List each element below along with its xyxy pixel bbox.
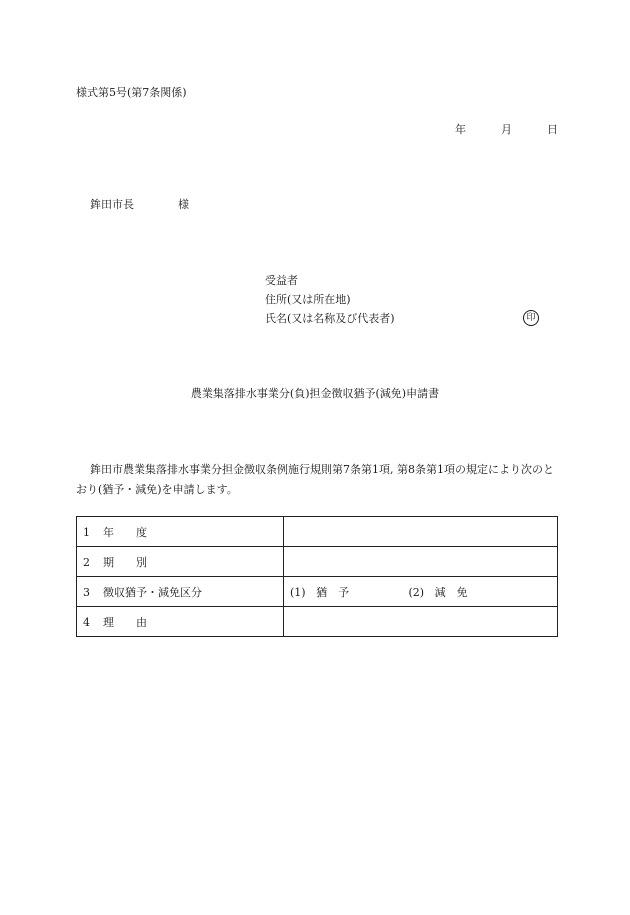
date-line	[455, 123, 558, 136]
document-title: 農業集落排水事業分(負)担金徴収猶予(減免)申請書	[190, 387, 440, 400]
date-month: 月	[501, 123, 512, 136]
addressee	[90, 198, 189, 211]
option-number: (1)	[290, 585, 306, 599]
option-deferral[interactable]	[290, 584, 405, 600]
reason-value-cell[interactable]	[284, 607, 558, 637]
row-label-cell	[77, 607, 284, 637]
option-label: 減 免	[434, 585, 468, 599]
body-paragraph: 鉾田市農業集落排水事業分担金徴収条例施行規則第7条第1項, 第8条第1項の規定により次のとおり(猶予・減免)を申請します。	[76, 463, 554, 496]
table-row	[77, 517, 558, 547]
row-label-cell	[77, 577, 284, 607]
row-number: 1	[83, 525, 90, 539]
row-label: 徴収猶予・減免区分	[103, 585, 202, 599]
addressee-honorific: 様	[178, 198, 189, 211]
row-number: 2	[83, 555, 90, 569]
category-options-cell	[284, 577, 558, 607]
option-reduction[interactable]	[409, 584, 468, 600]
applicant-name-label: 氏名(又は名称及び代表者)	[265, 312, 395, 325]
form-number: 様式第5号(第7条関係)	[76, 86, 187, 99]
row-number: 4	[83, 615, 90, 629]
applicant-block	[265, 274, 395, 331]
applicant-heading: 受益者	[265, 274, 298, 287]
row-label-cell	[77, 547, 284, 577]
year-value-cell[interactable]	[284, 517, 558, 547]
applicant-address-label: 住所(又は所在地)	[265, 293, 351, 306]
seal-mark: 印	[523, 310, 539, 326]
option-label: 猶 予	[316, 585, 350, 599]
period-value-cell[interactable]	[284, 547, 558, 577]
row-label: 理 由	[103, 615, 147, 629]
table-row	[77, 577, 558, 607]
row-label: 期 別	[103, 555, 147, 569]
date-day: 日	[547, 123, 558, 136]
row-label-cell	[77, 517, 284, 547]
table-row	[77, 607, 558, 637]
date-year: 年	[455, 123, 466, 136]
row-label: 年 度	[103, 525, 147, 539]
row-number: 3	[83, 585, 90, 599]
table-row	[77, 547, 558, 577]
addressee-name: 鉾田市長	[90, 198, 134, 211]
option-number: (2)	[408, 585, 425, 599]
application-table	[76, 516, 558, 637]
